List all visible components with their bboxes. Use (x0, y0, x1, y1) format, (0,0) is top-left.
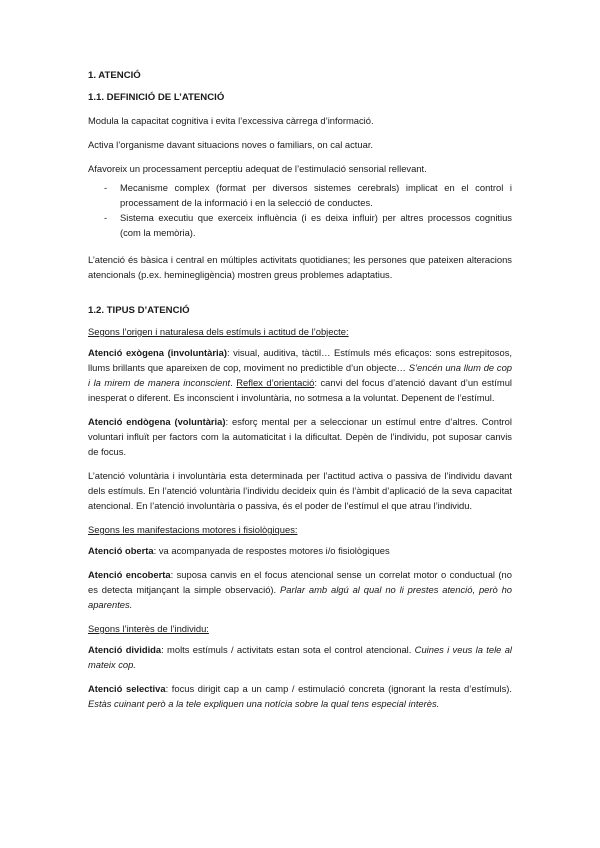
endogenous-attention-paragraph: Atenció endògena (voluntària): esforç mental per a seleccionar un estímul entre d’altres. Control voluntari influït per factors com la automaticitat i la dificultat. Depèn de l’individu, pot suposar canvis de focus. (88, 416, 512, 457)
term-covert: Atenció encoberta (88, 569, 171, 580)
divided-attention-paragraph: Atenció dividida: molts estímuls / activitats estan sota el control atencional. Cuines i veus la tele al mateix cop. (88, 644, 513, 670)
term-endogenous: Atenció endògena (voluntària) (88, 416, 226, 427)
open-attention-paragraph: Atenció oberta: va acompanyada de respostes motores i/o fisiològiques (88, 545, 390, 556)
definition-paragraph-1: Modula la capacitat cognitiva i evita l’excessiva càrrega d’informació. (88, 115, 374, 126)
exogenous-attention-paragraph: Atenció exògena (involuntària): visual, auditiva, tàctil… Estímuls més eficaços: sons estrepitosos, llums brillants que apareixen de cop, moviment no predictible d’un objecte… S’encén una llum de cop i la mirem de manera inconscient. Reflex d’orientació: canvi del focus d’atenció davant d’un estímul inesperat o diferent. Es inconscient i involuntària, no sotmesa a la voluntat. Depenent de l’estímul. (88, 347, 513, 403)
subsection-title-definition: 1.1. DEFINICIÓ DE L’ATENCIÓ (88, 92, 225, 103)
voluntary-involuntary-paragraph: L’atenció voluntària i involuntària esta determinada per l’actitud activa o passiva de l’individu davant dels estímuls. En l’atenció voluntària l’individu decideix quin és l’àmbit d’aplicació de la seva capacitat atencional. En l’atenció involuntària o passiva, és el poder de l’estímul el que atrau l’individu. (88, 470, 512, 511)
example-covert: Parlar amb algú al qual no li prestes atenció, però ho aparentes. (88, 584, 512, 610)
section-title: 1. ATENCIÓ (88, 70, 141, 81)
term-orientation-reflex: Reflex d’orientació (236, 377, 315, 388)
selective-attention-paragraph: Atenció selectiva: focus dirigit cap a un camp / estimulació concreta (ignorant la resta d’estímuls). Estàs cuinant però a la tele expliquen una notícia sobre la qual tens especial interès. (88, 683, 512, 709)
term-divided: Atenció dividida (88, 644, 162, 655)
covert-attention-paragraph: Atenció encoberta: suposa canvis en el focus atencional sense un correlat motor o conductual (no es detecta mitjançant la simple observació). Parlar amb algú al qual no li prestes atenció, però ho aparentes. (88, 569, 512, 610)
definition-paragraph-4: L’atenció és bàsica i central en múltiples activitats quotidianes; les persones que pateixen alteracions atencionals (p.ex. heminegligència) mostren greus problemes adaptatius. (88, 254, 512, 280)
dash-marker: - (104, 212, 108, 223)
group-heading-interest: Segons l’interès de l’individu: (88, 623, 209, 634)
group-heading-origin: Segons l’origen i naturalesa dels estímuls i actitud de l’objecte: (88, 326, 349, 337)
term-exogenous: Atenció exògena (involuntària) (88, 347, 227, 358)
term-open: Atenció oberta (88, 545, 154, 556)
subsection-title-types: 1.2. TIPUS D’ATENCIÓ (88, 305, 190, 316)
example-divided: Cuines i veus la tele al mateix cop. (88, 644, 513, 670)
group-heading-motor: Segons les manifestacions motores i fisiològiques: (88, 524, 298, 535)
definition-bullet-list (88, 180, 512, 240)
example-selective: Estàs cuinant però a la tele expliquen una notícia sobre la qual tens especial interès. (88, 698, 440, 709)
list-item: - Mecanisme complex (format per diversos sistemes cerebrals) implicat en el control i processament de la informació i en la selecció de conductes. (104, 182, 512, 208)
definition-paragraph-2: Activa l’organisme davant situacions noves o familiars, on cal actuar. (88, 139, 374, 150)
term-selective: Atenció selectiva (88, 683, 166, 694)
dash-marker: - (104, 182, 108, 193)
example-exogenous: S’encén una llum de cop i la mirem de manera inconscient (88, 362, 512, 388)
list-item: - Sistema executiu que exerceix influència (i es deixa influir) per altres processos cognitius (com la memòria). (104, 212, 512, 238)
definition-paragraph-3: Afavoreix un processament perceptiu adequat de l’estimulació sensorial rellevant. (88, 163, 427, 174)
